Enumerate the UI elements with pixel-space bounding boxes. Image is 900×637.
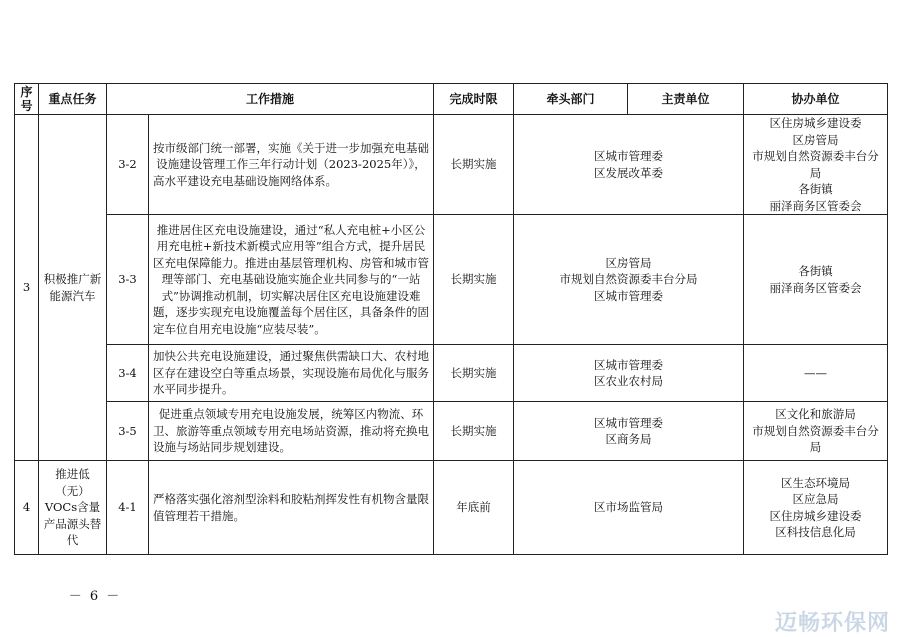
- row-code: 3-2: [107, 115, 149, 215]
- header-seq: 序号: [15, 84, 39, 115]
- row-responsible: 区城市管理委 区发展改革委: [514, 115, 744, 215]
- header-row: [15, 84, 888, 115]
- row-measure: 按市级部门统一部署，实施《关于进一步加强充电基础设施建设管理工作三年行动计划（2023-2025年）》，高水平建设充电基础设施网络体系。: [149, 115, 434, 215]
- row-responsible: 区房管局 市规划自然资源委丰台分局 区城市管理委: [514, 215, 744, 345]
- row-code: 3-4: [107, 345, 149, 402]
- row-responsible: 区市场监管局: [514, 461, 744, 555]
- row-measure: 促进重点领域专用充电设施发展，统筹区内物流、环卫、旅游等重点领域专用充电场站资源，推动将充换电设施与场站同步规划建设。: [149, 402, 434, 461]
- row-deadline: 长期实施: [434, 215, 514, 345]
- row-assist: ——: [744, 345, 888, 402]
- header-lead: 牵头部门: [514, 84, 628, 115]
- row-assist: 区住房城乡建设委 区房管局 市规划自然资源委丰台分局 各街镇 丽泽商务区管委会: [744, 115, 888, 215]
- row-code: 3-5: [107, 402, 149, 461]
- group-seq: 4: [15, 461, 39, 555]
- header-measures: 工作措施: [107, 84, 434, 115]
- header-responsible: 主责单位: [628, 84, 744, 115]
- row-code: 3-3: [107, 215, 149, 345]
- row-assist: 区文化和旅游局 市规划自然资源委丰台分局: [744, 402, 888, 461]
- table-row: [15, 115, 888, 215]
- table-row: [15, 402, 888, 461]
- header-task: 重点任务: [39, 84, 107, 115]
- page-number: － 6 －: [68, 589, 122, 604]
- table-row: [15, 461, 888, 555]
- group-task: 积极推广新能源汽车: [39, 115, 107, 461]
- row-measure: 严格落实强化溶剂型涂料和胶粘剂挥发性有机物含量限值管理若干措施。: [149, 461, 434, 555]
- task-table: [14, 83, 888, 555]
- table-row: [15, 345, 888, 402]
- row-measure: 推进居住区充电设施建设，通过“私人充电桩+小区公用充电桩+新技术新模式应用等”组合方式，提升居民区充电保障能力。推进由基层管理机构、房管和城市管理等部门、充电基础设施实施企业共同参与的“一站式”协调推动机制，切实解决居住区充电设施建设难题，逐步实现充电设施覆盖每个居住区，具备条件的固定车位自用充电设施“应装尽装”。: [149, 215, 434, 345]
- row-responsible: 区城市管理委 区商务局: [514, 402, 744, 461]
- row-deadline: 长期实施: [434, 115, 514, 215]
- row-assist: 各街镇 丽泽商务区管委会: [744, 215, 888, 345]
- row-code: 4-1: [107, 461, 149, 555]
- table-row: [15, 215, 888, 345]
- row-deadline: 长期实施: [434, 345, 514, 402]
- row-measure: 加快公共充电设施建设，通过聚焦供需缺口大、农村地区存在建设空白等重点场景，实现设施布局优化与服务水平同步提升。: [149, 345, 434, 402]
- group-task: 推进低（无）VOCs含量产品源头替代: [39, 461, 107, 555]
- row-deadline: 年底前: [434, 461, 514, 555]
- header-deadline: 完成时限: [434, 84, 514, 115]
- group-seq: 3: [15, 115, 39, 461]
- row-responsible: 区城市管理委 区农业农村局: [514, 345, 744, 402]
- row-assist: 区生态环境局 区应急局 区住房城乡建设委 区科技信息化局: [744, 461, 888, 555]
- watermark-logo: 迈畅环保网: [774, 611, 890, 636]
- header-assist: 协办单位: [744, 84, 888, 115]
- row-deadline: 长期实施: [434, 402, 514, 461]
